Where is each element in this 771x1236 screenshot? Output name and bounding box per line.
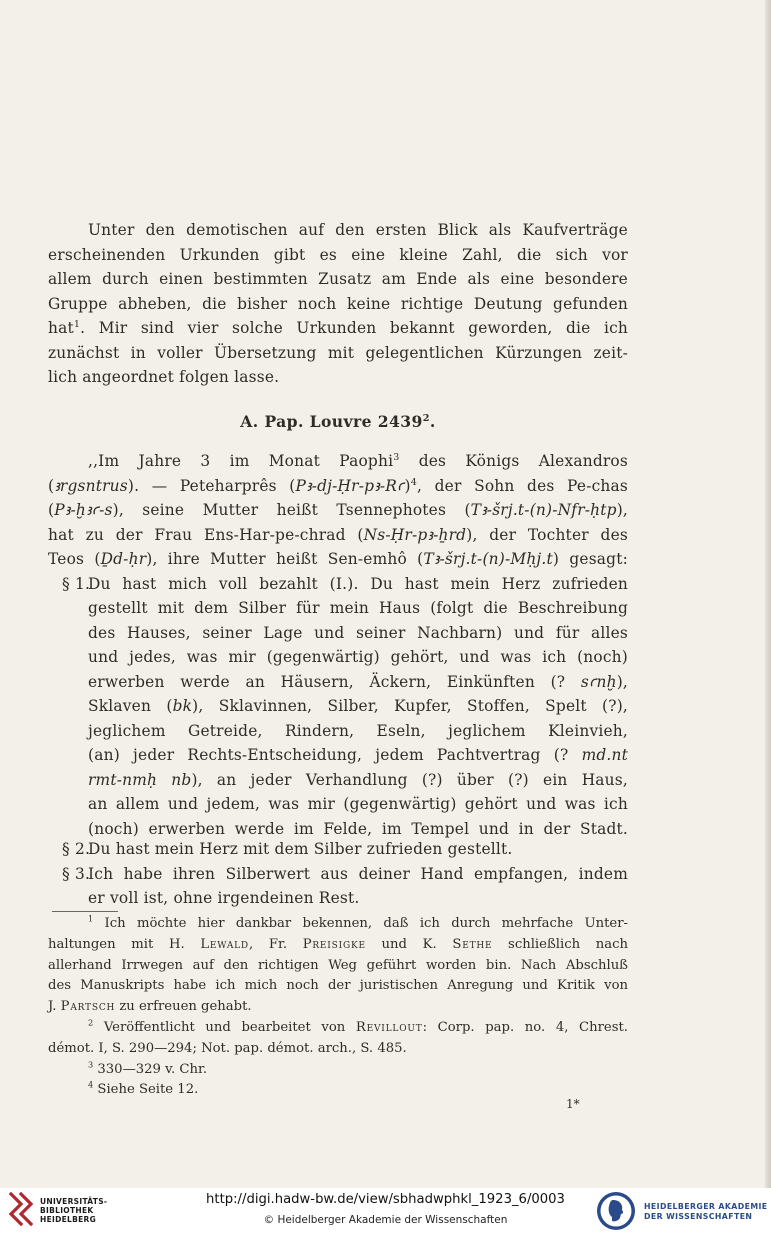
text-line: des Hauses, seiner Lage und seiner Nachbarn) und für alles	[88, 623, 628, 642]
text-line: hat$^1$. Mir sind vier solche Urkunden bekannt geworden, die ich	[48, 318, 628, 337]
footnote-1: $^1$ Ich möchte hier dankbar bekennen, daß ich durch mehrfache Unter-	[88, 913, 628, 931]
viewer-footer	[0, 1188, 771, 1236]
text-line: Teos (Ḏd-ḥr), ihre Mutter heißt Sen-emhô (Tꜣ-šrj.t-(n)-Mḥj.t) gesagt:	[48, 550, 628, 568]
footnote-ref-1[interactable]: 1	[73, 318, 81, 330]
text-line: an allem und jedem, was mir (gegenwärtig) gehört und was ich	[88, 795, 628, 813]
text-line: Unter den demotischen auf den ersten Blick als Kaufverträge	[88, 221, 628, 239]
text-line: allerhand Irrwegen auf den richtigen Weg geführt worden bin. Nach Abschluß	[48, 957, 628, 973]
text-line: hat zu der Frau Ens-Har-pe-chrad (Ns-Ḥr-pꜣ-ẖrd), der Tochter des	[48, 525, 628, 544]
copyright-notice: © Heidelberger Akademie der Wissenschaften	[263, 1214, 508, 1226]
footnote-ref-2[interactable]: 2	[422, 412, 430, 424]
text-line: lich angeordnet folgen lasse.	[48, 368, 280, 386]
text-line: gestellt mit dem Silber für mein Haus (folgt die Beschreibung	[88, 599, 628, 617]
text-line: haltungen mit H. Lewald, Fr. Preisigke und K. Sethe schließlich nach	[48, 936, 628, 952]
academy-seal-icon[interactable]	[596, 1191, 636, 1231]
footnote-ref-4[interactable]: 4	[410, 476, 417, 488]
text-line: erwerben werde an Häusern, Äckern, Einkünften (? sꜥnḫ),	[88, 672, 628, 691]
footnote-divider	[52, 911, 118, 912]
text-line: Gruppe abheben, die bisher noch keine richtige Deutung gefunden	[48, 294, 628, 313]
text-line: er voll ist, ohne irgendeinen Rest.	[88, 889, 360, 907]
text-line: erscheinenden Urkunden gibt es eine kleine Zahl, die sich vor	[48, 245, 628, 264]
section-number: § 1.	[62, 574, 91, 593]
signature-mark: 1*	[566, 1097, 580, 1111]
text-line: Ich habe ihren Silberwert aus deiner Hand empfangen, indem	[88, 864, 628, 883]
text-line: (Pꜣ-ḫꜣꜥ-s), seine Mutter heißt Tsennephotes (Tꜣ-šrj.t-(n)-Nfr-ḥtp),	[48, 501, 628, 519]
text-line: démot. I, S. 290—294; Not. pap. démot. arch., S. 485.	[48, 1040, 407, 1056]
text-line: Sklaven (bk), Sklavinnen, Silber, Kupfer, Stoffen, Spelt (?),	[88, 697, 629, 715]
academy-name[interactable]: HEIDELBERGER AKADEMIE DER WISSENSCHAFTEN	[644, 1202, 768, 1221]
footnote-3: $^3$ 330—329 v. Chr.	[88, 1059, 208, 1077]
text-line: Du hast mein Herz mit dem Silber zufrieden gestellt.	[88, 840, 513, 858]
text-line: und jedes, was mir (gegenwärtig) gehört, und was ich (noch)	[88, 648, 628, 666]
text-line: zunächst in voller Übersetzung mit gelegentlichen Kürzungen zeit-	[48, 343, 628, 362]
footnote-ref-3[interactable]: 3	[393, 451, 400, 463]
footnote-4: $^4$ Siehe Seite 12.	[88, 1080, 199, 1098]
text-line: ,,Im Jahre 3 im Monat Paophi$^3$ des Königs Alexandros	[88, 451, 628, 470]
text-line: (ꜣrgsntrus). — Peteharprês (Pꜣ-dj-Ḥr-pꜣ-Rꜥ)$^4$, der Sohn des Pe-chas	[48, 476, 628, 495]
page-edge	[765, 0, 771, 1188]
text-line: allem durch einen bestimmten Zusatz am Ende als eine besondere	[48, 270, 628, 288]
text-line: rmt-nmḥ nb), an jeder Verhandlung (?) über (?) ein Haus,	[88, 770, 628, 789]
text-line: J. Partsch zu erfreuen gehabt.	[48, 999, 252, 1015]
page-url-link[interactable]: http://digi.hadw-bw.de/view/sbhadwphkl_1923_6/0003	[206, 1192, 565, 1207]
text-line: Du hast mich voll bezahlt (I.). Du hast mein Herz zufrieden	[88, 574, 628, 593]
text-line: (noch) erwerben werde im Felde, im Tempel und in der Stadt.	[88, 819, 628, 838]
text-line: jeglichem Getreide, Rindern, Eseln, jeglichem Kleinvieh,	[88, 721, 628, 740]
section-heading: A. Pap. Louvre 2439$^2$.	[240, 412, 436, 431]
text-line: (an) jeder Rechts-Entscheidung, jedem Pachtvertrag (? md.nt	[88, 746, 628, 764]
text-line: des Manuskripts habe ich mich noch der juristischen Anregung und Kritik von	[48, 978, 628, 994]
section-number: § 2.	[62, 840, 91, 858]
library-name[interactable]: UNIVERSITÄTS- BIBLIOTHEK HEIDELBERG	[40, 1197, 108, 1224]
section-number: § 3.	[62, 864, 91, 883]
footnote-2: $^2$ Veröffentlicht und bearbeitet von Revillout: Corp. pap. no. 4, Chrest.	[88, 1017, 628, 1035]
